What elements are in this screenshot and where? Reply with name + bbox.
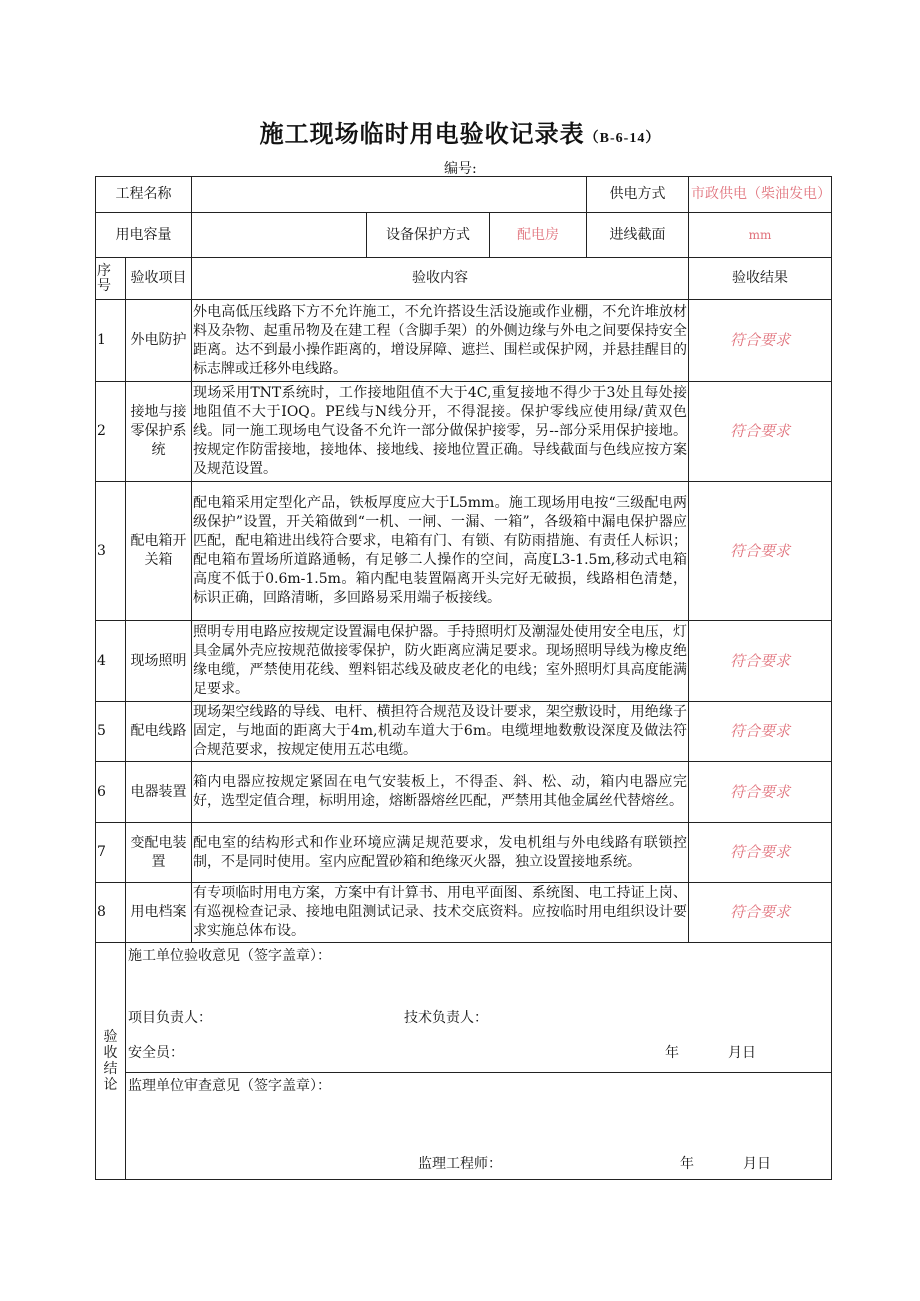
project-name-field[interactable] xyxy=(192,177,587,213)
serial-label: 编号: xyxy=(444,161,477,177)
column-header-row xyxy=(96,258,832,300)
row-result[interactable]: 符合要求 xyxy=(689,883,832,943)
acceptance-table xyxy=(95,176,832,1180)
table-row xyxy=(96,482,832,621)
construction-opinion-label: 施工单位验收意见（签字盖章）： xyxy=(128,948,331,964)
supervision-engineer-label: 监理工程师： xyxy=(418,1156,502,1172)
row-result[interactable]: 符合要求 xyxy=(689,823,832,883)
supervision-opinion-row xyxy=(96,1073,832,1180)
power-supply-value[interactable]: 市政供电（柴油发电） xyxy=(689,177,832,213)
table-row xyxy=(96,883,832,943)
row-item: 配电箱开关箱 xyxy=(126,482,192,621)
col-no-header: 序号 xyxy=(96,258,126,300)
row-item: 电器装置 xyxy=(126,762,192,823)
info-row-2 xyxy=(96,213,832,258)
protection-value[interactable]: 配电房 xyxy=(490,213,587,258)
row-item: 变配电装置 xyxy=(126,823,192,883)
row-item: 用电档案 xyxy=(126,883,192,943)
month-day-label: 月日 xyxy=(728,1045,756,1061)
row-no: 6 xyxy=(96,762,126,823)
row-no: 1 xyxy=(96,300,126,382)
row-result[interactable]: 符合要求 xyxy=(689,621,832,702)
row-result[interactable]: 符合要求 xyxy=(689,702,832,762)
tech-leader-label: 技术负责人： xyxy=(404,1010,488,1026)
row-item: 外电防护 xyxy=(126,300,192,382)
table-row xyxy=(96,702,832,762)
table-row xyxy=(96,300,832,382)
conclusion-side-text: 验收结论 xyxy=(103,1029,118,1093)
year-label: 年 xyxy=(665,1045,679,1061)
row-content: 配电箱采用定型化产品，铁板厚度应大于L5mm。施工现场用电按“三级配电两级保护”设置，开关箱做到“一机、一闸、一漏、一箱”，各级箱中漏电保护器应匹配，配电箱进出线符合要求，电箱有门、有锁、有防雨措施、有责任人标识；配电箱布置场所道路通畅，有足够二人操作的空间，高度L3-1.5m,移动式电箱高度不低于0.6m-1.5m。箱内配电装置隔离开头完好无破损，线路相色清楚，标识正确，回路清晰，多回路易采用端子板接线。 xyxy=(192,482,689,621)
row-no: 4 xyxy=(96,621,126,702)
row-no: 7 xyxy=(96,823,126,883)
capacity-field[interactable] xyxy=(192,213,367,258)
title-text: 施工现场临时用电验收记录表 xyxy=(259,120,585,148)
construction-opinion-box[interactable] xyxy=(126,943,832,1073)
month-day-label-2: 月日 xyxy=(743,1156,771,1172)
page-title xyxy=(0,114,920,149)
row-content: 有专项临时用电方案，方案中有计算书、用电平面图、系统图、电工持证上岗、有巡视检查记录、接地电阻测试记录、技术交底资料。应按临时用电组织设计要求实施总体布设。 xyxy=(192,883,689,943)
row-result[interactable]: 符合要求 xyxy=(689,762,832,823)
row-no: 5 xyxy=(96,702,126,762)
section-value[interactable]: mm xyxy=(689,213,832,258)
row-content: 现场采用TNT系统时，工作接地阻值不大于4C,重复接地不得少于3处且每处接地阻值不大于IOQ。PE线与N线分开，不得混接。保护零线应使用绿/黄双色线。同一施工现场电气设备不允许一部分做保护接零，另--部分采用保护接地。按规定作防雷接地，接地体、接地线、接地位置正确。导线截面与色线应按方案及规范设置。 xyxy=(192,382,689,482)
form-code: （B-6-14） xyxy=(584,131,661,146)
row-item: 接地与接零保护系统 xyxy=(126,382,192,482)
protection-label: 设备保护方式 xyxy=(367,213,490,258)
row-content: 外电高低压线路下方不允许施工，不允许搭设生活设施或作业棚，不允许堆放材料及杂物、起重吊物及在建工程（含脚手架）的外侧边缘与外电之间要保持安全距离。达不到最小操作距离的，增设屏障、遮拦、围栏或保护网，并悬挂醒目的标志牌或迁移外电线路。 xyxy=(192,300,689,382)
supervision-opinion-box[interactable] xyxy=(126,1073,832,1180)
row-item: 配电线路 xyxy=(126,702,192,762)
project-name-label: 工程名称 xyxy=(96,177,192,213)
row-content: 配电室的结构形式和作业环境应满足规范要求，发电机组与外电线路有联锁控制，不是同时使用。室内应配置砂箱和绝缘灭火器，独立设置接地系统。 xyxy=(192,823,689,883)
section-label: 进线截面 xyxy=(587,213,689,258)
supervision-opinion-label: 监理单位审查意见（签字盖章）： xyxy=(128,1078,331,1094)
conclusion-side-label xyxy=(96,943,126,1180)
row-result[interactable]: 符合要求 xyxy=(689,382,832,482)
col-result-header: 验收结果 xyxy=(689,258,832,300)
table-row xyxy=(96,762,832,823)
row-no: 3 xyxy=(96,482,126,621)
row-result[interactable]: 符合要求 xyxy=(689,300,832,382)
year-label-2: 年 xyxy=(680,1156,694,1172)
row-no: 2 xyxy=(96,382,126,482)
safety-officer-label: 安全员： xyxy=(128,1045,184,1061)
row-result[interactable]: 符合要求 xyxy=(689,482,832,621)
row-item: 现场照明 xyxy=(126,621,192,702)
table-row xyxy=(96,621,832,702)
row-content: 照明专用电路应按规定设置漏电保护器。手持照明灯及潮湿处使用安全电压，灯具金属外壳应按规范做接零保护，防火距离应满足要求。现场照明导线为橡皮绝缘电缆，严禁使用花线、塑料铝芯线及破皮老化的电线；室外照明灯具高度能满足要求。 xyxy=(192,621,689,702)
row-no: 8 xyxy=(96,883,126,943)
row-content: 现场架空线路的导线、电杆、横担符合规范及设计要求，架空敷设时，用绝缘子固定，与地面的距离大于4m,机动车道大于6m。电缆埋地数敷设深度及做法符合规范要求，按规定使用五芯电缆。 xyxy=(192,702,689,762)
construction-opinion-row xyxy=(96,943,832,1073)
project-leader-label: 项目负责人： xyxy=(128,1010,212,1026)
power-supply-label: 供电方式 xyxy=(587,177,689,213)
table-row xyxy=(96,382,832,482)
table-row xyxy=(96,823,832,883)
row-content: 箱内电器应按规定紧固在电气安装板上，不得歪、斜、松、动，箱内电器应完好，选型定值合理，标明用途，熔断器熔丝匹配，严禁用其他金属丝代替熔丝。 xyxy=(192,762,689,823)
capacity-label: 用电容量 xyxy=(96,213,192,258)
info-row-1 xyxy=(96,177,832,213)
col-item-header: 验收项目 xyxy=(126,258,192,300)
col-content-header: 验收内容 xyxy=(192,258,689,300)
